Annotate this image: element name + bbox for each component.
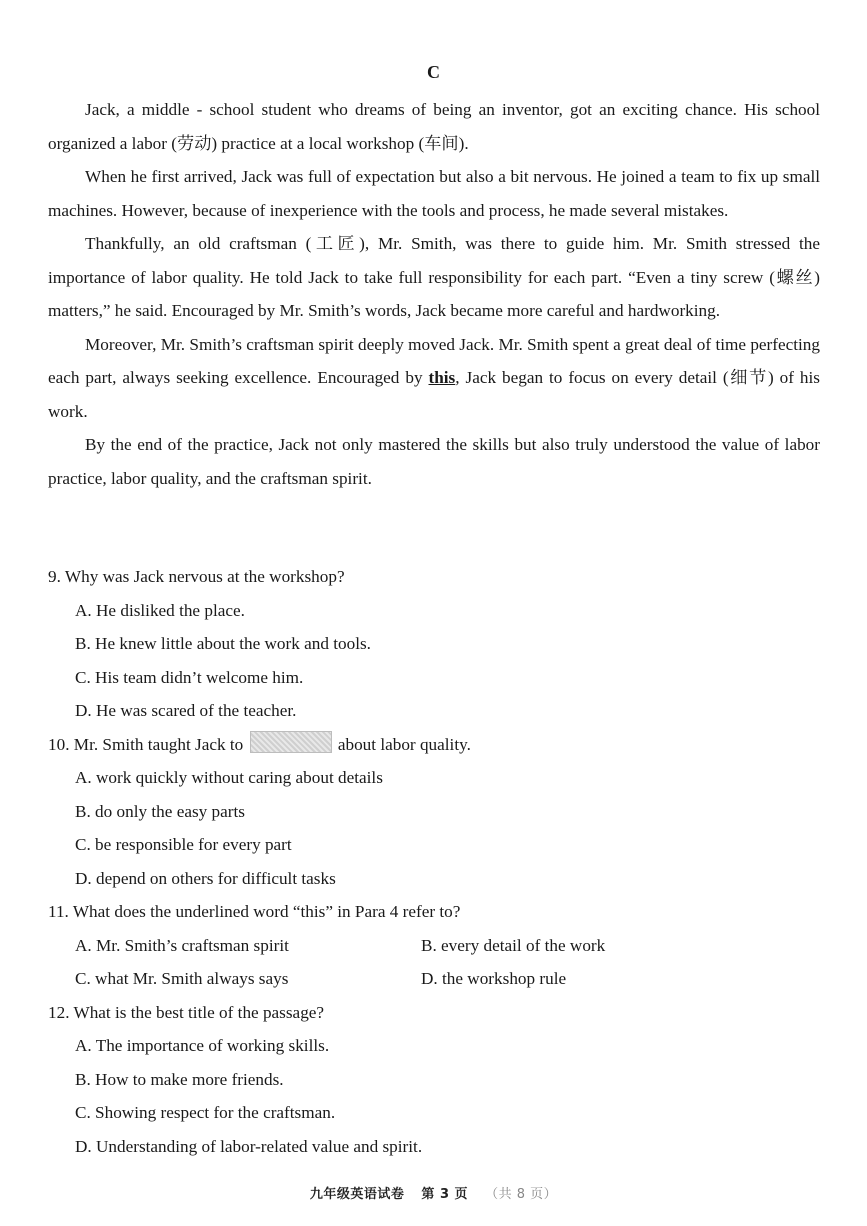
option-b: B. He knew little about the work and tools. — [75, 634, 371, 653]
reading-passage — [48, 93, 820, 495]
passage-paragraph-4 — [48, 328, 820, 429]
page-footer — [0, 1183, 867, 1202]
passage-paragraph-2: When he first arrived, Jack was full of expectation but also a bit nervous. He joined a team to fix up small machines. However, because of inexperience with the tools and process, he made several mistakes. — [48, 167, 820, 220]
stem-text-after: about labor quality. — [337, 734, 471, 754]
option-a: A. The importance of working skills. — [75, 1036, 330, 1055]
option-c: C. His team didn’t welcome him. — [75, 667, 304, 687]
option-c: C. Showing respect for the craftsman. — [75, 1103, 336, 1122]
option-row — [48, 962, 820, 996]
option-d: D. Understanding of labor-related value and spirit. — [75, 1136, 423, 1156]
option-c: C. be responsible for every part — [75, 835, 292, 854]
question-list — [48, 560, 820, 1163]
page-number: 第 3 页 — [421, 1187, 469, 1202]
option-a: A. Mr. Smith’s craftsman spirit — [75, 935, 289, 955]
passage-paragraph-5: By the end of the practice, Jack not only mastered the skills but also truly understood the value of labor practice, labor quality, and the craftsman spirit. — [48, 435, 820, 488]
passage-paragraph-1: Jack, a middle - school student who dreams of being an inventor, got an exciting chance. His school organized a labor (劳动) practice at a local workshop (车间). — [48, 100, 820, 153]
stem-text-before: 10. Mr. Smith taught Jack to — [48, 734, 244, 754]
option-b: B. do only the easy parts — [75, 801, 245, 821]
exam-title: 九年级英语试卷 — [309, 1187, 405, 1202]
question-stem — [48, 728, 820, 762]
paragraph-4-text-before: Moreover, Mr. Smith’s craftsman spirit deeply moved Jack. Mr. Smith spent a great deal of time perfecting each part, always seeking excellence. Encouraged by — [48, 334, 820, 387]
question-12 — [48, 996, 820, 1164]
question-9 — [48, 560, 820, 728]
option-b: B. every detail of the work — [421, 935, 606, 955]
underlined-keyword: this — [428, 368, 456, 387]
question-11 — [48, 895, 820, 996]
question-stem: 11. What does the underlined word “this” in Para 4 refer to? — [48, 902, 461, 921]
option-d: D. depend on others for difficult tasks — [75, 868, 336, 888]
option-d: D. He was scared of the teacher. — [75, 701, 297, 720]
option-d: D. the workshop rule — [421, 969, 567, 988]
option-a: A. He disliked the place. — [75, 600, 245, 620]
paragraph-4-text-after: , Jack began to focus on every detail (细节) of his work. — [48, 368, 820, 421]
section-heading: C — [427, 62, 440, 82]
option-c: C. what Mr. Smith always says — [75, 969, 289, 988]
question-stem: 12. What is the best title of the passage? — [48, 1002, 325, 1022]
option-row — [48, 929, 820, 963]
passage-paragraph-3: Thankfully, an old craftsman (工匠), Mr. Smith, was there to guide him. Mr. Smith stressed the importance of labor quality. He told Jack to take full responsibility for each part. “Even a tiny screw (螺丝) matters,” he said. Encouraged by Mr. Smith’s words, Jack became more careful and hardworking. — [48, 234, 820, 320]
answer-blank — [250, 731, 332, 753]
question-stem: 9. Why was Jack nervous at the workshop? — [48, 567, 345, 586]
option-a: A. work quickly without caring about details — [75, 768, 383, 787]
question-10 — [48, 728, 820, 896]
page-total: （共 8 页） — [485, 1187, 558, 1202]
option-b: B. How to make more friends. — [75, 1069, 284, 1089]
